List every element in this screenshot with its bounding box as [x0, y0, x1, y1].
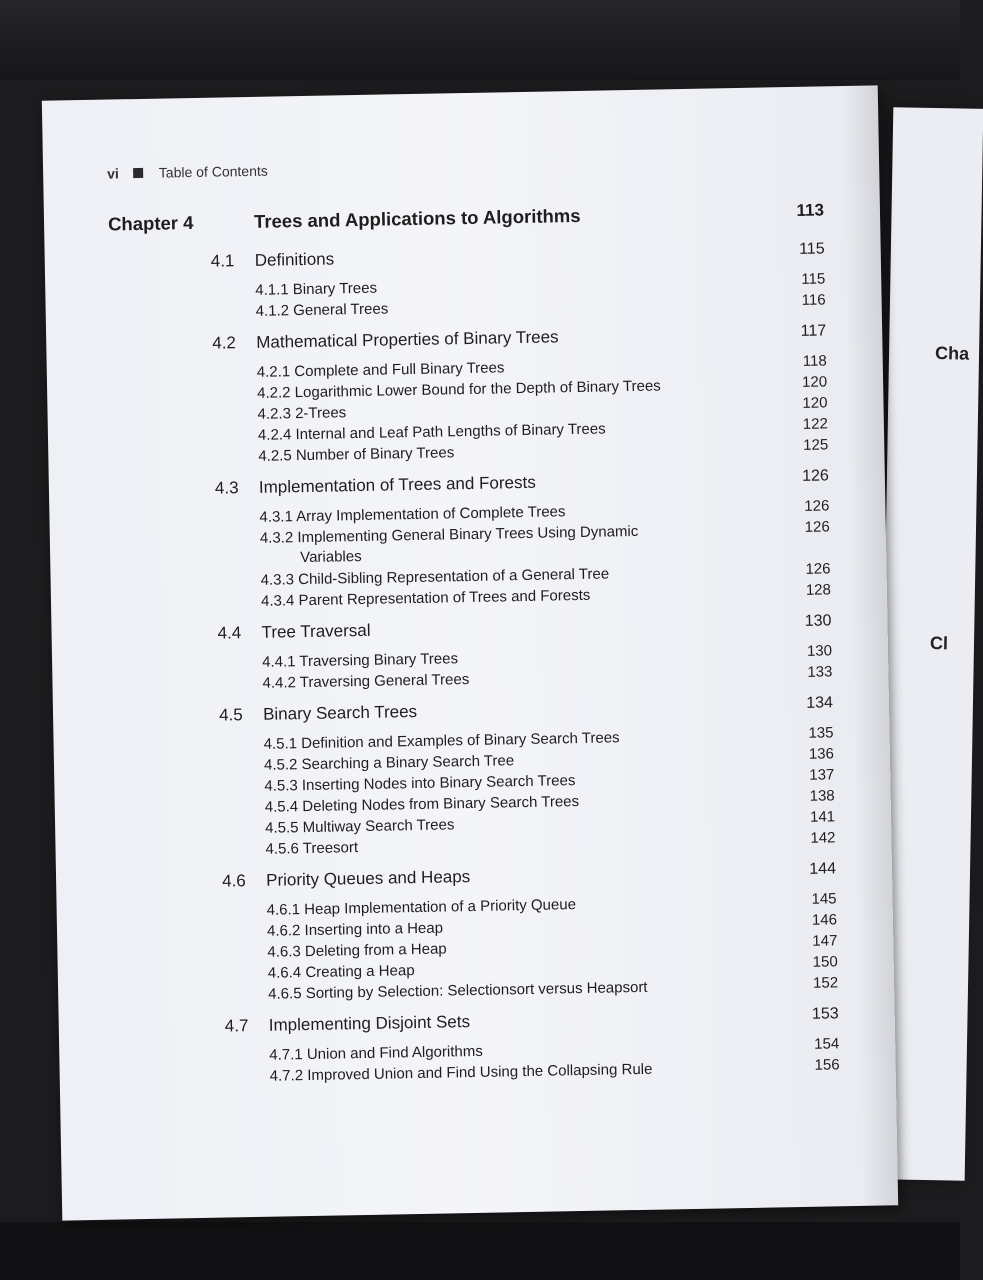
subsection-entry: [58, 973, 894, 1003]
subsection-entry: [45, 269, 881, 299]
subsection-title: 4.2.1 Complete and Full Binary Trees: [256, 359, 505, 381]
subsection-page-number: 120: [801, 373, 828, 391]
subsection-entry: [49, 496, 885, 526]
subsection-entry: [52, 662, 888, 692]
subsection-title: 4.6.3 Deleting from a Heap: [267, 940, 447, 961]
section-entry: [53, 693, 889, 725]
subsection-entry: [46, 290, 882, 320]
subsection-title: 4.6.5 Sorting by Selection: Selectionsort versus Heapsort: [268, 978, 648, 1003]
section-number: 4.7: [224, 1016, 249, 1036]
facing-page-fragment: Cl: [929, 633, 949, 654]
subsection-entry: [53, 723, 889, 753]
subsection-page-number: 154: [814, 1035, 840, 1053]
section-title: Binary Search Trees: [262, 701, 418, 724]
subsection-page-number: 135: [808, 724, 834, 742]
desk-edge: [0, 1222, 960, 1280]
subsection-title: 4.6.2 Inserting into a Heap: [266, 919, 444, 940]
subsection-title: 4.5.2 Searching a Binary Search Tree: [263, 752, 515, 774]
subsection-page-number: 142: [810, 829, 836, 847]
subsection-page-number: 120: [802, 394, 828, 412]
subsection-title: 4.2.4 Internal and Leaf Path Lengths of Binary Trees: [257, 420, 606, 444]
section-page-number: 134: [806, 694, 834, 712]
subsection-page-number: 152: [812, 974, 839, 992]
subsection-entry: [59, 1034, 895, 1064]
subsection-title: 4.3.3 Child-Sibling Representation of a General Tree: [260, 565, 610, 589]
section-title: Implementation of Trees and Forests: [258, 472, 536, 497]
subsection-entry: [48, 414, 884, 444]
subsection-title: 4.5.3 Inserting Nodes into Binary Search Trees: [264, 772, 576, 795]
subsection-page-number: 138: [809, 787, 835, 805]
section-number: 4.1: [210, 251, 235, 271]
section-entry: [45, 239, 881, 271]
subsection-page-number: 133: [807, 663, 833, 681]
section-entry: [56, 859, 892, 891]
section-number: 4.6: [221, 871, 246, 891]
section-entry: [51, 611, 887, 643]
section-title: Tree Traversal: [261, 620, 371, 642]
subsection-page-number: 122: [802, 415, 829, 433]
subsection-title: 4.1.2 General Trees: [255, 300, 389, 320]
section-number: 4.3: [214, 478, 239, 498]
subsection-title: 4.7.2 Improved Union and Find Using the Collapsing Rule: [269, 1060, 653, 1085]
subsection-page-number: 141: [809, 808, 836, 826]
section-page-number: 126: [801, 467, 829, 485]
desk-background: [0, 0, 960, 80]
running-head-title: Table of Contents: [158, 162, 268, 181]
facing-page-fragment: Cha: [934, 343, 970, 364]
subsection-entry: [50, 559, 886, 589]
subsection-page-number: 145: [811, 890, 837, 908]
subsection-page-number: 126: [804, 518, 830, 536]
subsection-title: 4.3.2 Implementing General Binary Trees Using Dynamic: [259, 522, 639, 547]
subsection-page-number: 137: [809, 766, 835, 784]
subsection-title: 4.3.4 Parent Representation of Trees and Forests: [260, 586, 591, 610]
subsection-title: 4.1.1 Binary Trees: [255, 279, 378, 299]
section-entry: [49, 466, 885, 498]
chapter-title: Trees and Applications to Algorithms: [253, 204, 581, 232]
section-entry: [46, 321, 882, 353]
chapter-entry: [44, 199, 880, 235]
table-of-contents: [42, 85, 898, 1220]
subsection-title: 4.3.1 Array Implementation of Complete Trees: [259, 503, 566, 526]
subsection-page-number: 118: [802, 352, 827, 370]
section-number: 4.2: [212, 333, 237, 353]
section-page-number: 117: [800, 322, 827, 340]
subsection-page-number: 156: [814, 1056, 840, 1074]
section-page-number: 144: [809, 860, 837, 878]
subsection-entry: [58, 952, 894, 982]
subsection-entry: [57, 931, 893, 961]
subsection-entry: [52, 641, 888, 671]
subsection-title: 4.5.5 Multiway Search Trees: [265, 816, 455, 837]
subsection-title: 4.6.1 Heap Implementation of a Priority Queue: [266, 896, 577, 919]
subsection-title: 4.5.1 Definition and Examples of Binary Search Trees: [263, 729, 620, 753]
section-title: Priority Queues and Heaps: [265, 867, 471, 890]
section-title: Implementing Disjoint Sets: [268, 1012, 471, 1035]
subsection-page-number: 116: [801, 291, 826, 309]
subsection-page-number: 146: [811, 911, 838, 929]
chapter-page-number: 113: [796, 200, 825, 220]
section-page-number: 153: [811, 1005, 839, 1023]
subsection-page-number: 126: [805, 560, 831, 578]
subsection-entry: [47, 351, 883, 381]
section-number: 4.5: [218, 705, 243, 725]
page-number: vi: [107, 165, 119, 182]
subsection-title: 4.5.4 Deleting Nodes from Binary Search Trees: [264, 793, 580, 816]
subsection-page-number: 125: [803, 436, 829, 454]
section-page-number: 115: [798, 240, 825, 258]
section-title: Mathematical Properties of Binary Trees: [256, 327, 559, 352]
subsection-page-number: 115: [801, 270, 826, 288]
section-number: 4.4: [217, 623, 242, 643]
book-page: [42, 85, 898, 1220]
chapter-label: Chapter 4: [107, 211, 194, 235]
subsection-page-number: 136: [808, 745, 835, 763]
subsection-title: 4.4.1 Traversing Binary Trees: [261, 650, 459, 671]
section-entry: [59, 1004, 895, 1036]
subsection-title: 4.2.3 2-Trees: [257, 404, 347, 423]
section-title: Definitions: [254, 249, 335, 270]
subsection-title: 4.7.1 Union and Find Algorithms: [269, 1042, 483, 1064]
subsection-entry: [55, 828, 891, 858]
section-page-number: 130: [804, 612, 832, 630]
subsection-title: 4.5.6 Treesort: [265, 839, 359, 858]
subsection-page-number: 147: [812, 932, 838, 950]
subsection-title-continuation: Variables: [300, 547, 362, 567]
subsection-title: 4.6.4 Creating a Heap: [267, 962, 415, 982]
subsection-page-number: 128: [805, 581, 832, 599]
subsection-page-number: 126: [804, 497, 830, 515]
subsection-title: 4.4.2 Traversing General Trees: [262, 671, 470, 692]
subsection-page-number: 150: [812, 953, 838, 971]
subsection-title: 4.2.5 Number of Binary Trees: [258, 444, 455, 465]
subsection-entry: [57, 889, 893, 919]
subsection-title: 4.2.2 Logarithmic Lower Bound for the Depth of Binary Trees: [257, 377, 661, 402]
subsection-page-number: 130: [806, 642, 833, 660]
